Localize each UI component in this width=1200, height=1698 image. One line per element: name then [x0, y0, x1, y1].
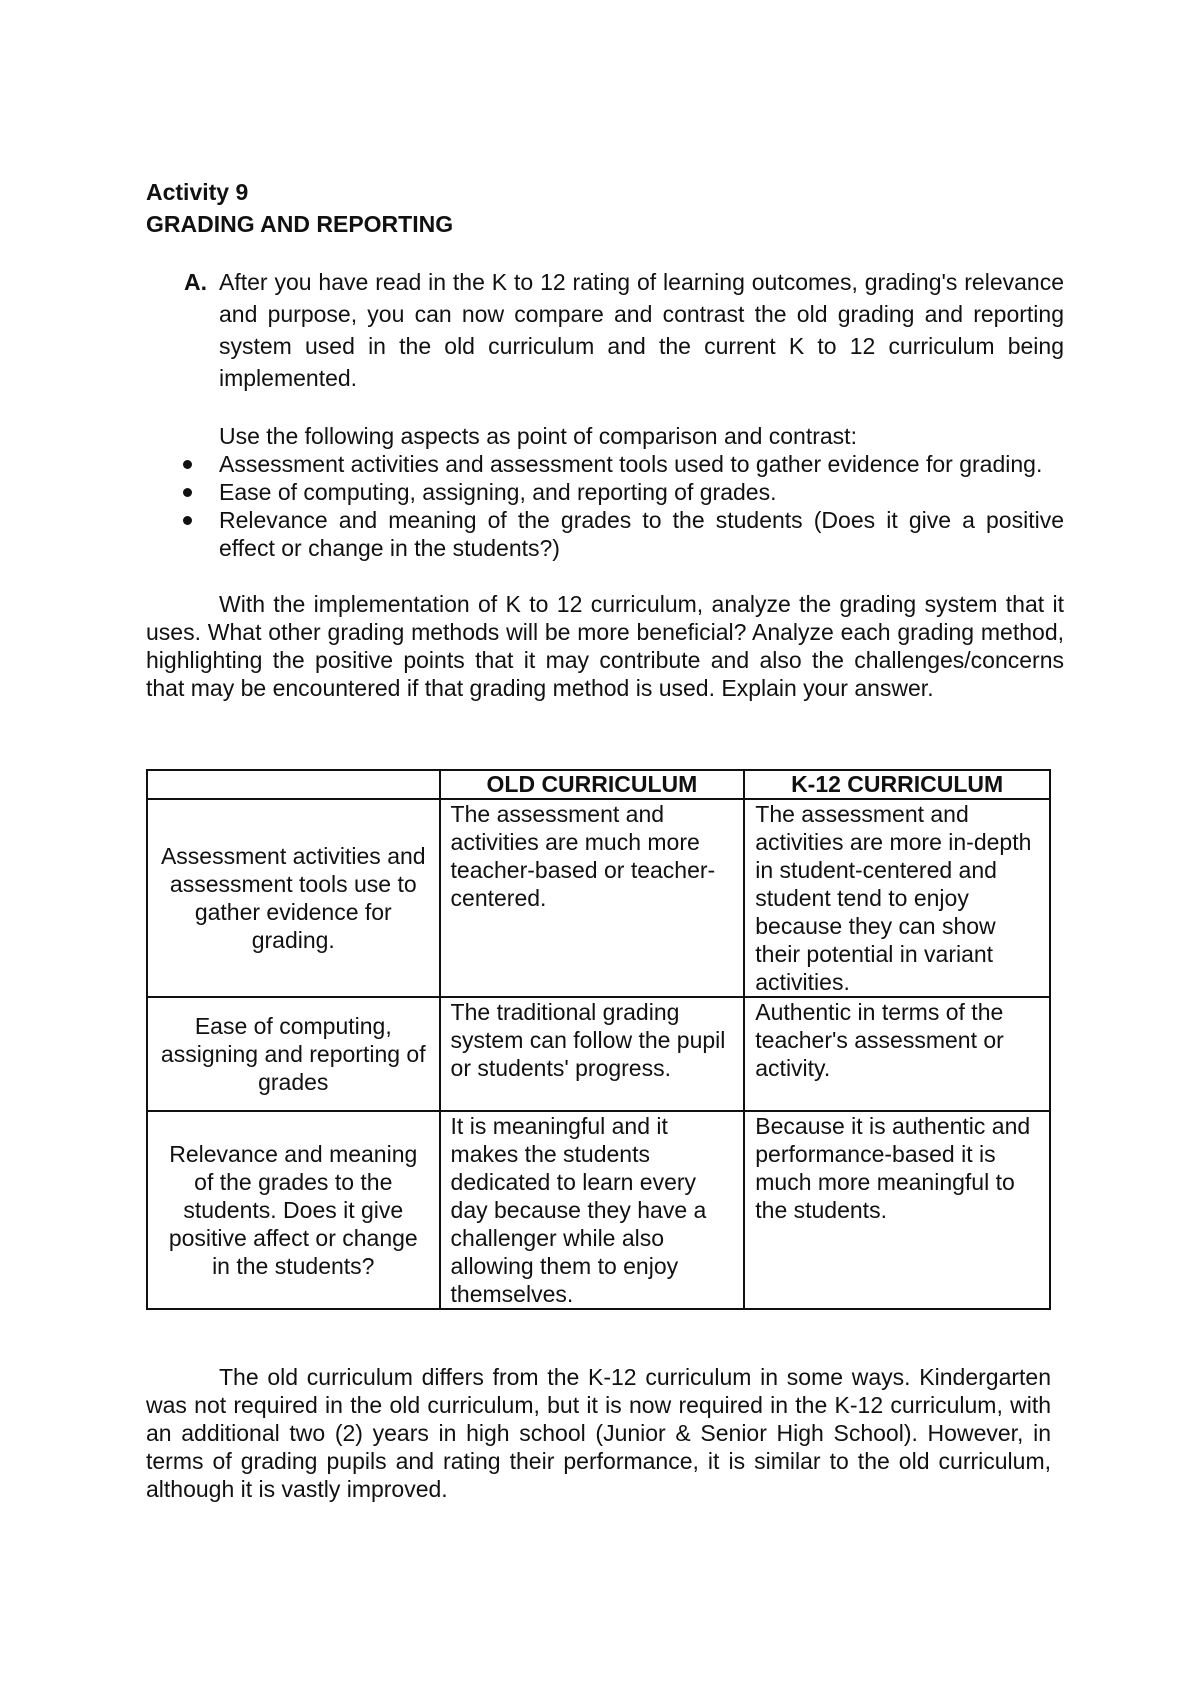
old-curriculum-cell: The traditional grading system can follow the pupil or students' progress. [440, 997, 745, 1111]
aspect-cell: Relevance and meaning of the grades to the students. Does it give positive affect or change in the students? [147, 1111, 440, 1309]
closing-paragraph: The old curriculum differs from the K-12 curriculum in some ways. Kindergarten was not required in the old curriculum, but it is now required in the K-12 curriculum, with an additional two (2) years in high school (Junior & Senior High School). However, in terms of grading pupils and rating their performance, it is similar to the old curriculum, although it is vastly improved. [146, 1364, 1051, 1502]
activity-title: Activity 9 [146, 179, 249, 205]
aspect-cell: Ease of computing, assigning and reporting of grades [147, 997, 440, 1111]
aspects-intro: Use the following aspects as point of comparison and contrast: [219, 423, 857, 449]
aspect-cell: Assessment activities and assessment tools use to gather evidence for grading. [147, 799, 440, 997]
aspect-text: Relevance and meaning of the grades to the students (Does it give a positive effect or change in the students?) [219, 507, 1064, 561]
old-curriculum-cell: The assessment and activities are much more teacher-based or teacher-centered. [440, 799, 745, 997]
k12-curriculum-cell: Authentic in terms of the teacher's assessment or activity. [744, 997, 1050, 1111]
list-item [182, 450, 1064, 478]
list-item [182, 478, 1064, 506]
header-cell-blank [147, 770, 440, 799]
table-row [147, 1111, 1050, 1309]
aspects-list [182, 450, 1064, 562]
part-a-body [219, 266, 1064, 562]
k12-curriculum-cell: Because it is authentic and performance-based it is much more meaningful to the students. [744, 1111, 1050, 1309]
section-title: GRADING AND REPORTING [146, 211, 454, 237]
part-a-letter: A. [184, 269, 207, 295]
list-item [182, 506, 1064, 562]
aspect-text: Assessment activities and assessment tools used to gather evidence for grading. [219, 451, 1043, 477]
part-a-intro: After you have read in the K to 12 rating of learning outcomes, grading's relevance and purpose, you can now compare and contrast the old grading and reporting system used in the old curriculum and the current K to 12 curriculum being implemented. [219, 269, 1064, 391]
table-header-row [147, 770, 1050, 799]
k12-curriculum-cell: The assessment and activities are more in-depth in student-centered and student tend to enjoy because they can show their potential in variant activities. [744, 799, 1050, 997]
bullet-icon [183, 516, 192, 525]
old-curriculum-cell: It is meaningful and it makes the students dedicated to learn every day because they have a challenger while also allowing them to enjoy themselves. [440, 1111, 745, 1309]
header-old-curriculum: OLD CURRICULUM [440, 770, 745, 799]
bullet-icon [183, 460, 192, 469]
aspect-text: Ease of computing, assigning, and reporting of grades. [219, 479, 777, 505]
document-content [146, 176, 1064, 1503]
bullet-icon [183, 488, 192, 497]
table-row [147, 997, 1050, 1111]
comparison-table [146, 769, 1051, 1310]
header-k12-curriculum: K-12 CURRICULUM [744, 770, 1050, 799]
part-a [146, 266, 1064, 562]
table-row [147, 799, 1050, 997]
instruction-paragraph: With the implementation of K to 12 curriculum, analyze the grading system that it uses. What other grading methods will be more beneficial? Analyze each grading method, highlighting the positive points that it may contribute and also the challenges/concerns that may be encountered if that grading method is used. Explain your answer. [146, 591, 1064, 701]
